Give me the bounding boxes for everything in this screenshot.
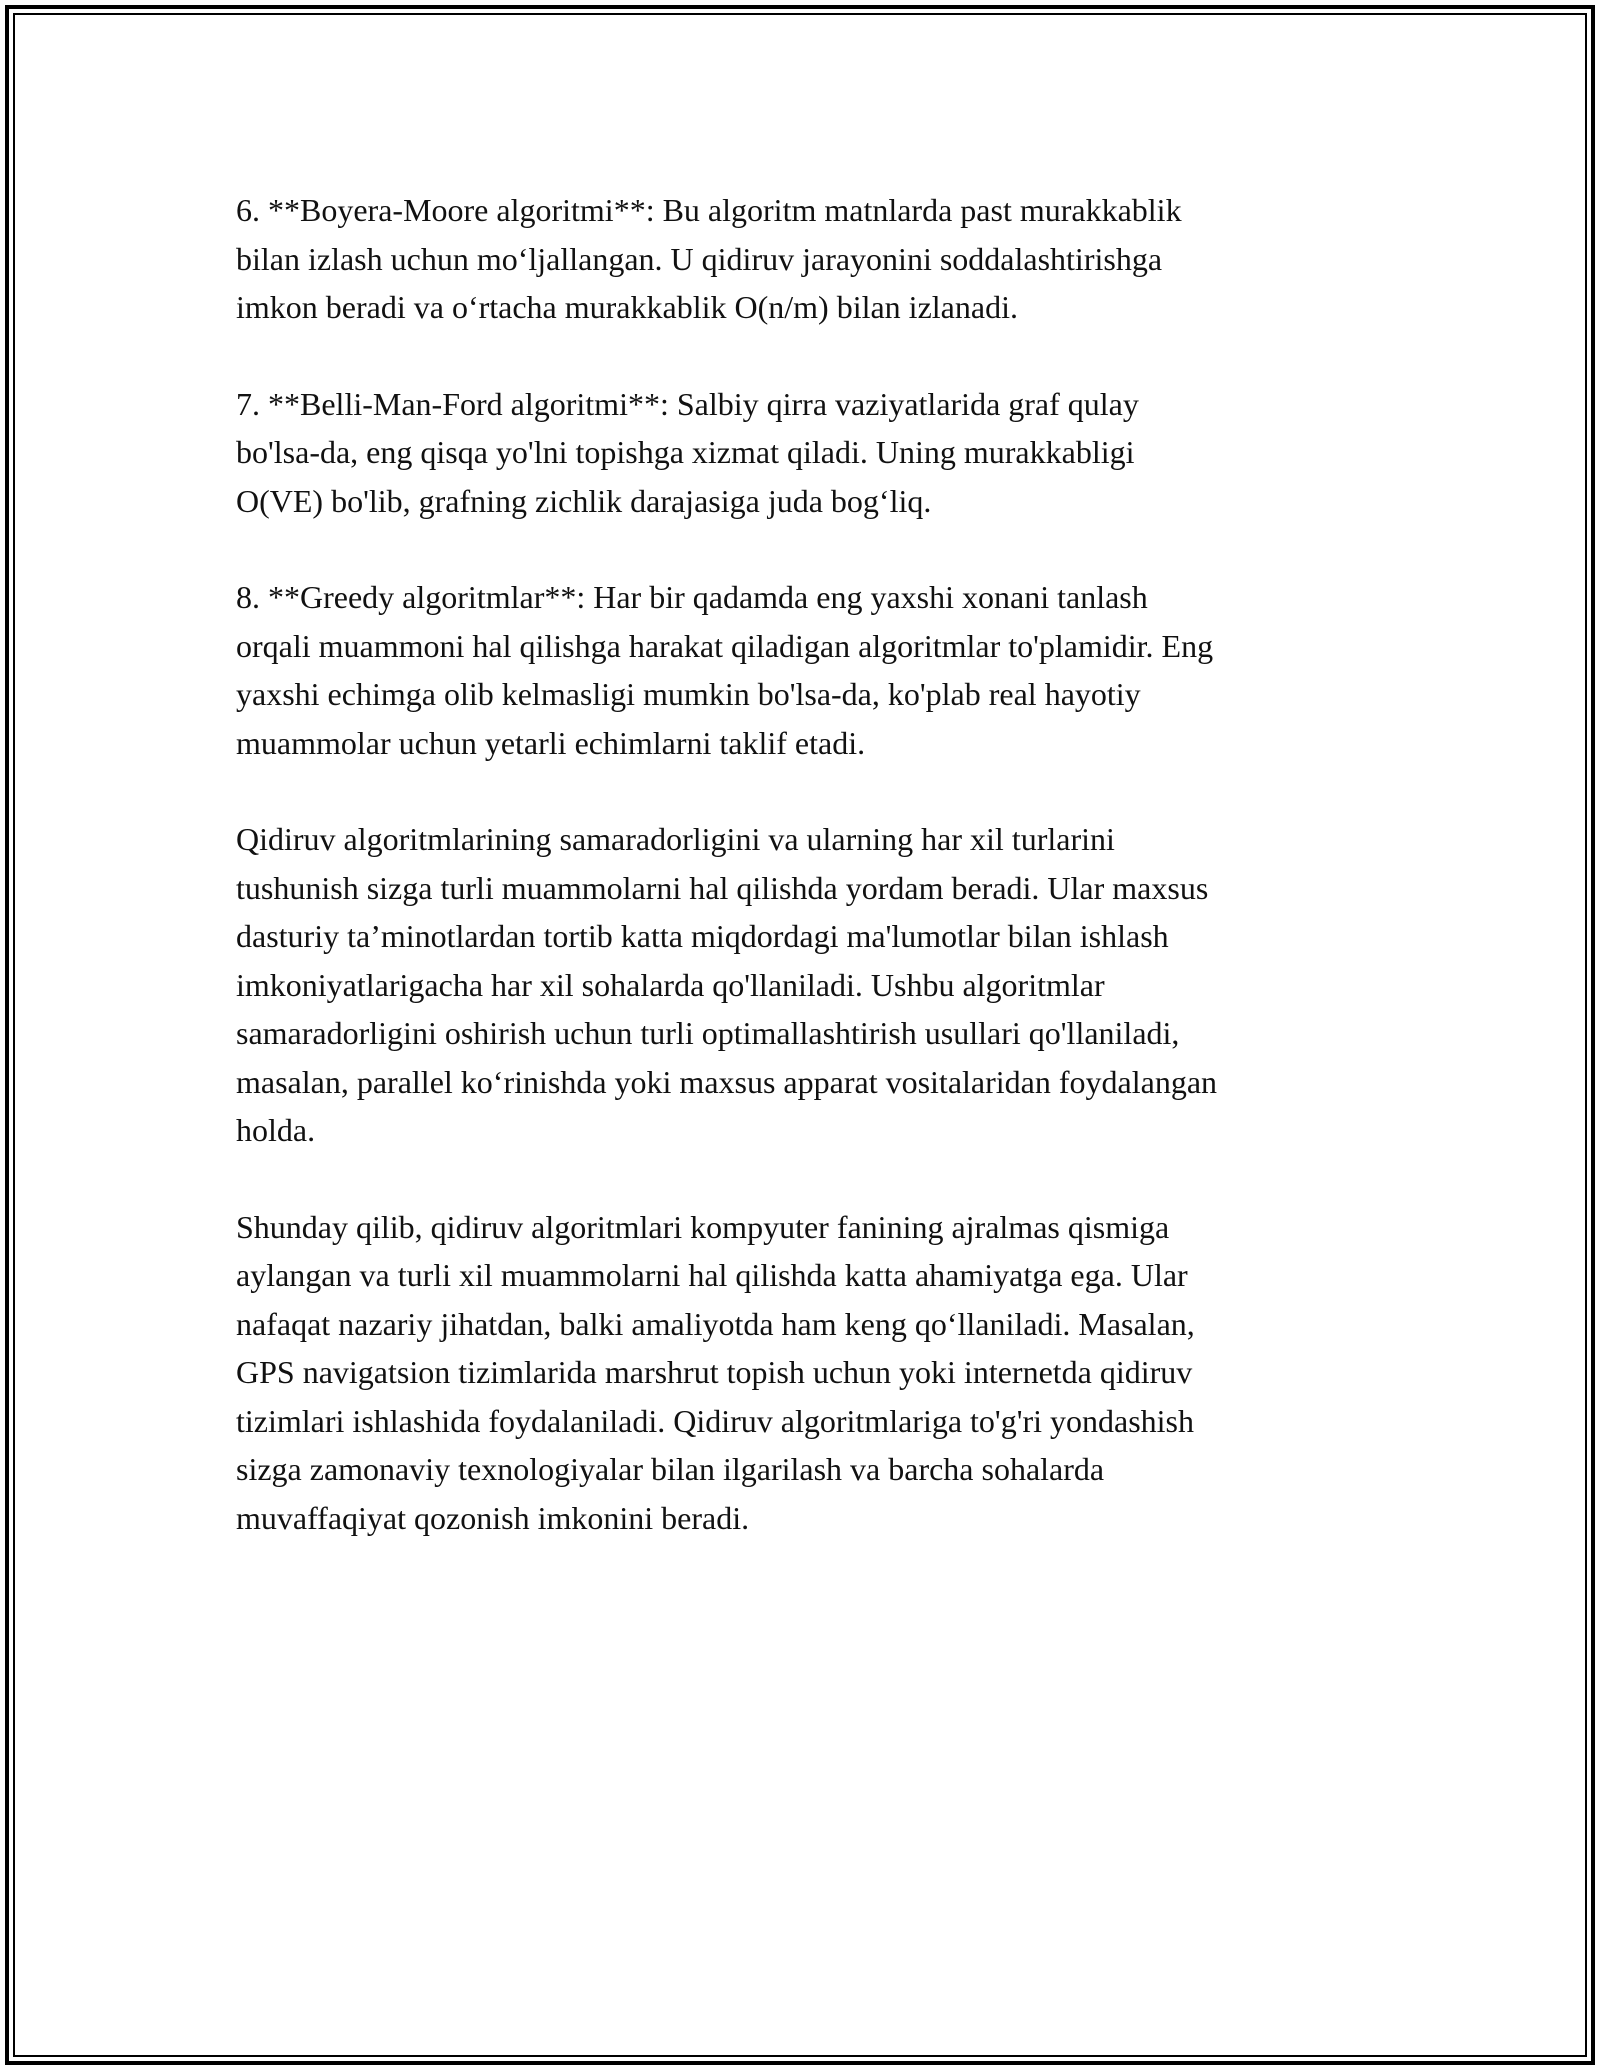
text-line: muvaffaqiyat qozonish imkonini beradi. bbox=[236, 1499, 750, 1536]
text-line: 8. **Greedy algoritmlar**: Har bir qadamda eng yaxshi xonani tanlash bbox=[236, 579, 1148, 615]
text-line: yaxshi echimga olib kelmasligi mumkin bo'lsa-da, ko'plab real hayotiy bbox=[236, 676, 1141, 712]
text-line: imkoniyatlarigacha har xil sohalarda qo'llaniladi. Ushbu algoritmlar bbox=[236, 966, 1105, 1003]
text-line: tushunish sizga turli muammolarni hal qilishda yordam beradi. Ular maxsus bbox=[236, 869, 1209, 906]
text-line: nafaqat nazariy jihatdan, balki amaliyotda ham keng qo‘llaniladi. Masalan, bbox=[236, 1305, 1195, 1342]
text-line: 7. **Belli-Man-Ford algoritmi**: Salbiy qirra vaziyatlarida graf qulay bbox=[236, 385, 1139, 422]
paragraph-bellman-ford bbox=[236, 380, 1366, 526]
text-line: O(VE) bo'lib, grafning zichlik darajasiga juda bog‘liq. bbox=[236, 482, 932, 519]
text-line: bilan izlash uchun mo‘ljallangan. U qidiruv jarayonini soddalashtirishga bbox=[236, 240, 1163, 277]
text-line: muammolar uchun yetarli echimlarni taklif etadi. bbox=[236, 724, 866, 761]
text-line: masalan, parallel ko‘rinishda yoki maxsus apparat vositalaridan foydalangan bbox=[236, 1063, 1218, 1100]
text-line: aylangan va turli xil muammolarni hal qilishda katta ahamiyatga ega. Ular bbox=[236, 1257, 1188, 1293]
text-line: dasturiy ta’minotlardan tortib katta miqdordagi ma'lumotlar bilan ishlash bbox=[236, 918, 1169, 954]
text-line: GPS navigatsion tizimlarida marshrut topish uchun yoki internetda qidiruv bbox=[236, 1354, 1193, 1390]
text-line: imkon beradi va o‘rtacha murakkablik O(n/m) bilan izlanadi. bbox=[236, 289, 1018, 325]
paragraph-greedy bbox=[236, 573, 1366, 767]
text-line: Qidiruv algoritmlarining samaradorligini va ularning har xil turlarini bbox=[236, 821, 1115, 857]
text-line: holda. bbox=[236, 1112, 316, 1148]
paragraph-conclusion bbox=[236, 1203, 1366, 1543]
text-line: tizimlari ishlashida foydalaniladi. Qidiruv algoritmlariga to'g'ri yondashish bbox=[236, 1402, 1194, 1439]
text-line: sizga zamonaviy texnologiyalar bilan ilgarilash va barcha sohalarda bbox=[236, 1451, 1105, 1487]
text-line: bo'lsa-da, eng qisqa yo'lni topishga xizmat qiladi. Uning murakkabligi bbox=[236, 434, 1135, 470]
document-body bbox=[236, 186, 1366, 1542]
text-line: orqali muammoni hal qilishga harakat qiladigan algoritmlar to'plamidir. Eng bbox=[236, 627, 1214, 664]
text-line: 6. **Boyera-Moore algoritmi**: Bu algoritm matnlarda past murakkablik bbox=[236, 192, 1182, 228]
paragraph-boyer-moore bbox=[236, 186, 1366, 332]
text-line: samaradorligini oshirish uchun turli optimallashtirish usullari qo'llaniladi, bbox=[236, 1015, 1180, 1051]
text-line: Shunday qilib, qidiruv algoritmlari kompyuter fanining ajralmas qismiga bbox=[236, 1208, 1170, 1245]
paragraph-efficiency bbox=[236, 815, 1366, 1155]
